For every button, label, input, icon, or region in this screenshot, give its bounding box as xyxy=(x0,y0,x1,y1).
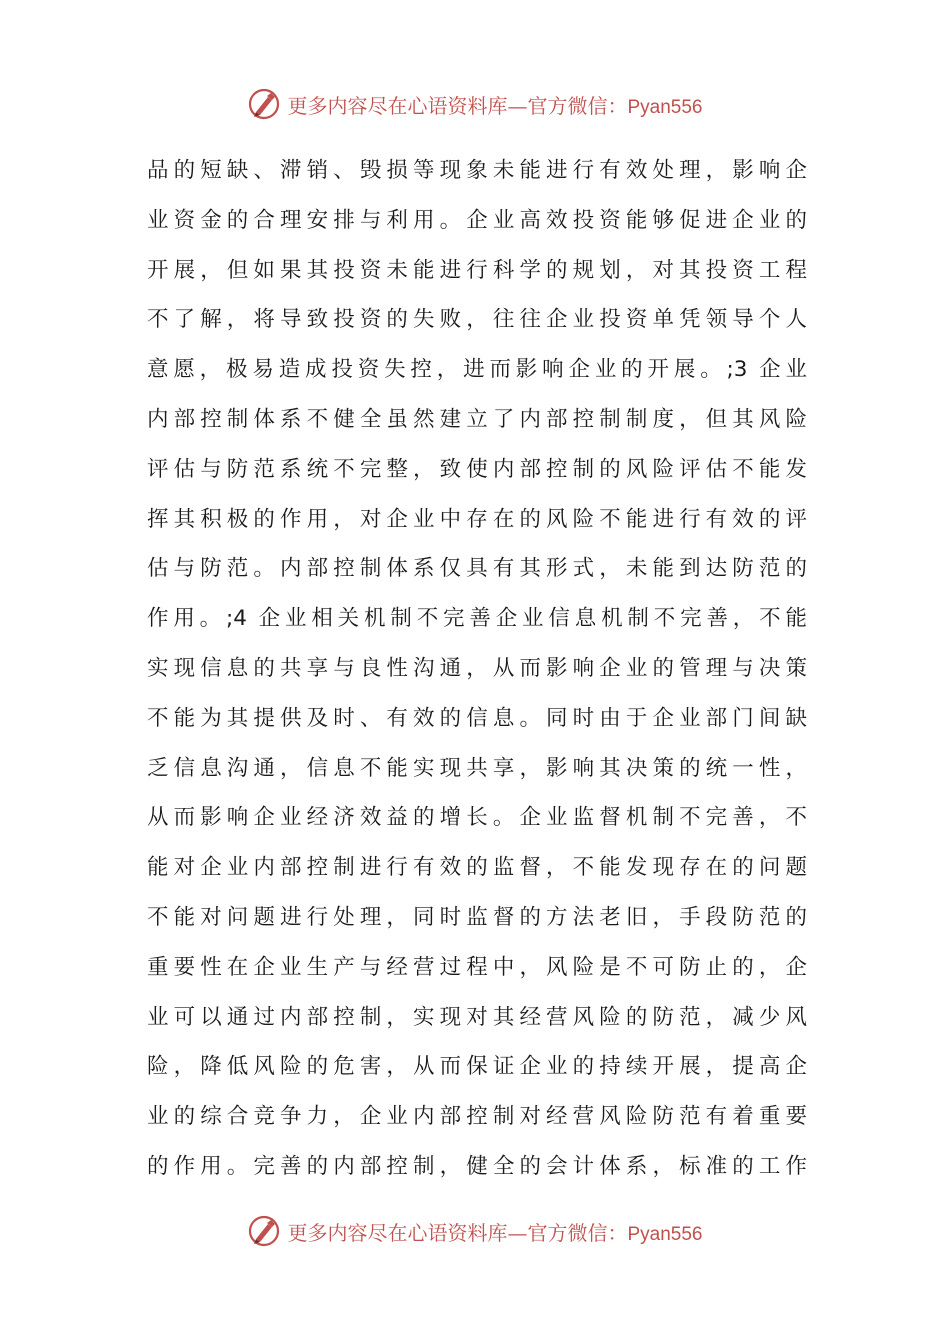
footer-sub: 官方微信： xyxy=(527,1220,628,1245)
text-line: 开展，但如果其投资未能进行科学的规划，对其投资工程 xyxy=(147,257,807,283)
text-line: 不了解，将导致投资的失败，往往企业投资单凭领导个人 xyxy=(147,307,807,333)
header-brand: 更多内容尽在心语资料库 xyxy=(287,93,508,118)
text-line: 作用。;4 企业相关机制不完善企业信息机制不完善，不能 xyxy=(147,606,807,632)
text-line: 乏信息沟通，信息不能实现共享，影响其决策的统一性， xyxy=(147,755,807,781)
footer-brand: 更多内容尽在心语资料库 xyxy=(287,1220,508,1245)
text-line: 业的综合竞争力，企业内部控制对经营风险防范有着重要 xyxy=(147,1104,807,1130)
text-line: 业资金的合理安排与利用。企业高效投资能够促进企业的 xyxy=(147,207,807,233)
text-line: 挥其积极的作用，对企业中存在的风险不能进行有效的评 xyxy=(147,506,807,532)
header-banner xyxy=(0,84,950,124)
text-line: 内部控制体系不健全虽然建立了内部控制制度，但其风险 xyxy=(147,406,807,432)
header-dash: — xyxy=(507,93,528,118)
pen-circle-logo-icon xyxy=(247,1214,281,1248)
text-line: 业可以通过内部控制，实现对其经营风险的防范，减少风 xyxy=(147,1004,807,1030)
text-line: 意愿，极易造成投资失控，进而影响企业的开展。;3 企业 xyxy=(147,357,807,383)
pen-circle-logo-icon xyxy=(247,87,281,121)
footer-text xyxy=(287,1217,702,1246)
header-sub: 官方微信： xyxy=(527,93,628,118)
text-line: 不能对问题进行处理，同时监督的方法老旧，手段防范的 xyxy=(147,904,807,930)
text-line: 重要性在企业生产与经营过程中，风险是不可防止的，企 xyxy=(147,954,807,980)
header-text xyxy=(287,90,702,119)
header-wechat-id: Pyan556 xyxy=(627,96,703,118)
text-line: 实现信息的共享与良性沟通，从而影响企业的管理与决策 xyxy=(147,655,807,681)
text-line: 从而影响企业经济效益的增长。企业监督机制不完善，不 xyxy=(147,805,807,831)
text-line: 品的短缺、滞销、毁损等现象未能进行有效处理，影响企 xyxy=(147,158,807,183)
text-line: 不能为其提供及时、有效的信息。同时由于企业部门间缺 xyxy=(147,705,807,731)
text-line: 的作用。完善的内部控制，健全的会计体系，标准的工作 xyxy=(147,1153,807,1179)
text-line: 评估与防范系统不完整，致使内部控制的风险评估不能发 xyxy=(147,456,807,482)
text-line: 估与防范。内部控制体系仅具有其形式，未能到达防范的 xyxy=(147,556,807,582)
footer-dash: — xyxy=(507,1220,528,1245)
document-body xyxy=(147,146,807,1192)
text-line: 能对企业内部控制进行有效的监督，不能发现存在的问题 xyxy=(147,855,807,881)
footer-banner xyxy=(0,1211,950,1251)
footer-wechat-id: Pyan556 xyxy=(627,1223,703,1245)
text-line: 险，降低风险的危害，从而保证企业的持续开展，提高企 xyxy=(147,1054,807,1080)
